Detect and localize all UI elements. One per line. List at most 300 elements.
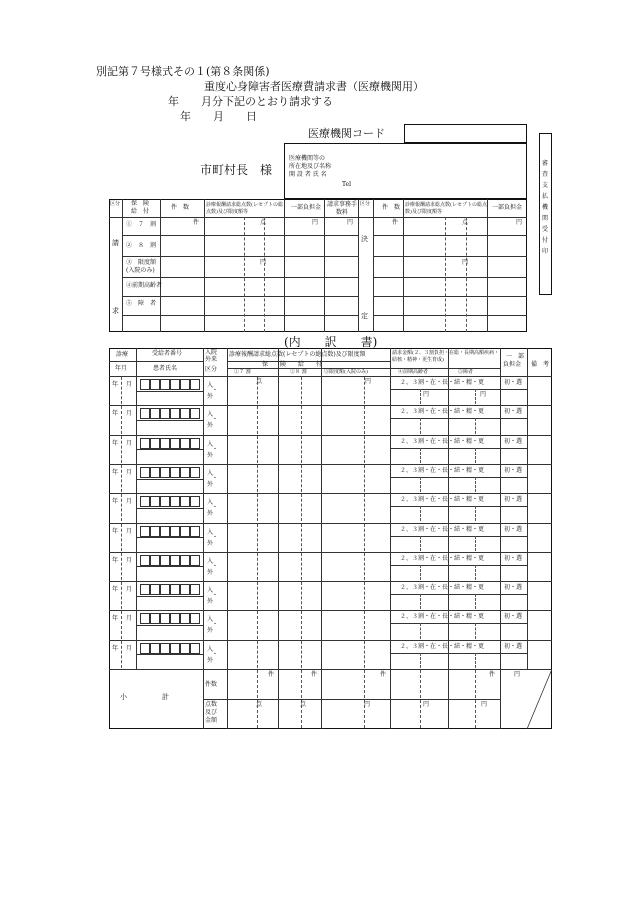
row-dot: ・ xyxy=(212,504,219,512)
row-kingaku-options: ２、３割・在・長・結・精・更 xyxy=(400,554,485,562)
dashed-divider xyxy=(420,389,421,404)
recipient-digit-box[interactable] xyxy=(140,526,150,537)
recipient-digit-box[interactable] xyxy=(160,379,170,390)
row-dot: ・ xyxy=(212,416,219,424)
row-shosen-line xyxy=(500,623,527,624)
claim-ichibu: 一部負担金 xyxy=(291,204,322,211)
breakdown-row-line xyxy=(109,581,552,582)
recipient-digit-box[interactable] xyxy=(150,555,160,566)
claim-unit-en: 円 xyxy=(312,219,319,226)
row-month: 月 xyxy=(126,527,133,535)
row-kingaku-line xyxy=(390,448,500,449)
row-half-line xyxy=(136,479,203,480)
claim-col-line xyxy=(284,199,285,332)
row-kingaku-line xyxy=(390,623,500,624)
recipient-digit-box[interactable] xyxy=(170,643,180,654)
dashed-divider xyxy=(301,436,302,463)
dashed-divider xyxy=(121,377,122,404)
row-dot: ・ xyxy=(212,474,219,482)
dashed-divider xyxy=(475,653,476,668)
breakdown-header-bottom xyxy=(109,376,552,377)
recipient-digit-box[interactable] xyxy=(180,555,190,566)
dashed-divider xyxy=(475,389,476,404)
recipient-digit-box[interactable] xyxy=(170,555,180,566)
subtotal-ten: 点 xyxy=(256,701,263,708)
claim-col-line xyxy=(160,199,161,332)
row-half-line xyxy=(136,449,203,450)
recipient-digit-box[interactable] xyxy=(150,438,160,449)
claim-row-line xyxy=(122,256,358,257)
row-shosen: 初・選 xyxy=(504,379,523,386)
row-gai: 外 xyxy=(207,539,214,547)
row-shosen-line xyxy=(500,448,527,449)
dashed-divider xyxy=(257,465,258,492)
dashed-divider xyxy=(420,670,421,728)
form-title: 重度心身障害者医療費請求書（医療機関用） xyxy=(204,80,424,93)
row-half-line xyxy=(136,420,203,421)
recipient-digit-box[interactable] xyxy=(180,584,190,595)
recipient-digit-box[interactable] xyxy=(170,526,180,537)
row-gai: 外 xyxy=(207,568,214,576)
recipient-digit-box[interactable] xyxy=(170,496,180,507)
claim-row-line xyxy=(122,315,358,316)
recipient-digit-box[interactable] xyxy=(190,496,200,507)
dashed-divider xyxy=(301,670,302,728)
subtotal-ten: 点 xyxy=(300,701,307,708)
row-half-line xyxy=(136,566,203,567)
dashed-divider xyxy=(475,670,476,728)
dashed-divider xyxy=(257,582,258,609)
inst-line-3: 開 設 者 氏 名 xyxy=(289,171,327,178)
row-dot: ・ xyxy=(212,621,219,629)
dashed-divider xyxy=(466,217,467,332)
breakdown-title: (内 訳 書) xyxy=(284,335,378,349)
row-nyu: 入 xyxy=(207,557,214,565)
breakdown-col-line xyxy=(500,348,501,669)
bh-kanja: 患者氏名 xyxy=(153,365,178,372)
claim-header-line xyxy=(109,217,527,218)
claim-kubun-right: 区分 xyxy=(360,201,371,207)
row-unit-en: 円 xyxy=(365,378,372,385)
claim-row-line xyxy=(122,277,358,278)
inst-line-1: 医療機関等の xyxy=(289,155,326,162)
dashed-divider xyxy=(364,582,365,609)
row-shosen-line xyxy=(500,477,527,478)
dashed-divider xyxy=(475,536,476,551)
bh-col-7: ①７ 割 xyxy=(234,369,251,375)
dashed-divider xyxy=(364,406,365,433)
bh-kingaku: 請求金額(２、３割負担・在総・長期高額疾病・結核・精神・更生育成) xyxy=(392,350,499,363)
recipient-digit-box[interactable] xyxy=(150,643,160,654)
row-year: 年 xyxy=(112,468,119,476)
claim-col-line xyxy=(204,199,205,332)
dashed-divider xyxy=(475,448,476,463)
row-month: 月 xyxy=(126,439,133,447)
row-month: 月 xyxy=(126,644,133,652)
claim-tensu-header-right: 診療報酬請求総点数(レセプトの総点数)及び限度額等 xyxy=(405,202,487,215)
claim-kubun: 区分 xyxy=(110,201,121,207)
recipient-digit-box[interactable] xyxy=(190,467,200,478)
dashed-divider xyxy=(301,553,302,580)
claim-row-shogai: ⑤ 障 者 xyxy=(126,300,157,307)
dashed-divider xyxy=(420,623,421,638)
claim-jimu: 請求事務手数料 xyxy=(326,201,357,216)
breakdown-col-line xyxy=(527,348,528,669)
recipient-digit-box[interactable] xyxy=(160,584,170,595)
breakdown-col-line xyxy=(448,348,449,669)
recipient-digit-box[interactable] xyxy=(150,379,160,390)
claim-row-line xyxy=(122,296,358,297)
recipient-digit-box[interactable] xyxy=(160,643,170,654)
claim-unit-ken: 件 xyxy=(392,219,399,226)
subtotal-en: 円 xyxy=(481,701,488,708)
breakdown-row-line xyxy=(109,610,552,611)
recipient-digit-box[interactable] xyxy=(190,613,200,624)
recipient-digit-box[interactable] xyxy=(140,613,150,624)
row-shosen-line xyxy=(500,389,527,390)
row-year: 年 xyxy=(112,644,119,652)
dashed-divider xyxy=(301,524,302,551)
row-kingaku-options: ２、３割・在・長・結・精・更 xyxy=(400,379,485,386)
recipient-digit-box[interactable] xyxy=(150,467,160,478)
dashed-divider xyxy=(364,524,365,551)
dashed-divider xyxy=(121,582,122,609)
bh-ichibu: 一 部 xyxy=(506,353,525,360)
row-year: 年 xyxy=(112,498,119,506)
row-kingaku-options: ２、３割・在・長・結・精・更 xyxy=(400,496,485,504)
recipient-digit-box[interactable] xyxy=(140,438,150,449)
subtotal-tensu-1: 点数 xyxy=(205,701,218,708)
recipient-digit-box[interactable] xyxy=(190,438,200,449)
dashed-divider xyxy=(420,477,421,492)
dashed-divider xyxy=(301,406,302,433)
claim-unit-en: 円 xyxy=(260,259,267,266)
inst-line-2: 所在地及び名称 xyxy=(289,163,332,170)
row-month: 月 xyxy=(126,410,133,418)
bh-zenki: ④前期高齢者 xyxy=(398,369,429,375)
bh-col-8: ②８ 割 xyxy=(290,369,307,375)
institution-code-field[interactable] xyxy=(404,124,527,143)
dashed-divider xyxy=(364,436,365,463)
recipient-digit-box[interactable] xyxy=(140,408,150,419)
row-shosen: 初・選 xyxy=(504,525,523,533)
dashed-divider xyxy=(257,436,258,463)
breakdown-row-line xyxy=(109,435,552,436)
row-shosen-line xyxy=(500,565,527,566)
claim-row-line xyxy=(373,235,527,236)
row-kingaku-options: ２、３割・在・長・結・精・更 xyxy=(400,525,485,533)
row-dot: ・ xyxy=(212,562,219,570)
dashed-divider xyxy=(475,565,476,580)
row-shosen: 初・選 xyxy=(504,554,523,562)
recipient-digit-box[interactable] xyxy=(170,379,180,390)
subtotal-ken: 件 xyxy=(489,671,496,678)
recipient-digit-box[interactable] xyxy=(190,555,200,566)
recipient-digit-box[interactable] xyxy=(140,496,150,507)
recipient-digit-box[interactable] xyxy=(180,408,190,419)
dashed-divider xyxy=(301,377,302,404)
row-month: 月 xyxy=(126,381,133,388)
dashed-divider xyxy=(121,494,122,521)
row-year: 年 xyxy=(112,381,119,388)
dashed-divider xyxy=(301,611,302,638)
claim-unit-en: 円 xyxy=(516,219,523,226)
recipient-digit-box[interactable] xyxy=(190,526,200,537)
row-shosen: 初・選 xyxy=(504,466,523,474)
row-nyu: 入 xyxy=(207,587,214,595)
row-kingaku-options: ２、３割・在・長・結・精・更 xyxy=(400,584,485,592)
subtotal-ken: 件 xyxy=(380,671,387,678)
recipient-digit-box[interactable] xyxy=(180,613,190,624)
claim-ichibu-right: 一部負担金 xyxy=(492,204,523,211)
diagonal-line xyxy=(527,669,552,729)
row-kingaku-line xyxy=(390,536,500,537)
row-half-line xyxy=(136,625,203,626)
row-year: 年 xyxy=(112,439,119,447)
row-dot: ・ xyxy=(212,445,219,453)
dashed-divider xyxy=(364,494,365,521)
dashed-divider xyxy=(121,436,122,463)
billing-period: 年 月分下記のとおり請求する xyxy=(168,95,333,108)
dashed-divider xyxy=(364,465,365,492)
row-nyu: 入 xyxy=(207,499,214,507)
claim-hoken: 保 険 xyxy=(131,200,150,207)
row-unit-ten: 点 xyxy=(256,378,263,385)
row-kingaku-options: ２、３割・在・長・結・精・更 xyxy=(400,437,485,445)
row-shosen-line xyxy=(500,594,527,595)
bh-tensu: 診療報酬請求総点数(レセプトの総点数)及び限度額 xyxy=(229,351,366,358)
recipient-digit-box[interactable] xyxy=(160,555,170,566)
claim-row-line xyxy=(122,235,358,236)
recipient-digit-box[interactable] xyxy=(160,526,170,537)
dashed-divider xyxy=(420,565,421,580)
claim-row-8wari: ② ８ 割 xyxy=(126,242,157,249)
recipient-digit-box[interactable] xyxy=(190,643,200,654)
recipient-digit-box[interactable] xyxy=(140,379,150,390)
breakdown-header-mid xyxy=(136,361,203,362)
row-kingaku-line xyxy=(390,389,500,390)
claim-unit-ken: 件 xyxy=(193,219,200,226)
subtotal-kensu: 件数 xyxy=(205,681,218,688)
claim-seikyu-2: 求 xyxy=(112,307,119,315)
claim-col-line xyxy=(358,199,359,332)
dashed-divider xyxy=(257,670,258,728)
recipient-digit-box[interactable] xyxy=(160,438,170,449)
dashed-divider xyxy=(301,582,302,609)
recipient-digit-box[interactable] xyxy=(170,613,180,624)
row-month: 月 xyxy=(126,556,133,564)
recipient-digit-box[interactable] xyxy=(190,408,200,419)
dashed-divider xyxy=(121,524,122,551)
claim-row-line xyxy=(373,296,527,297)
dashed-divider xyxy=(121,641,122,668)
row-gai: 外 xyxy=(207,422,214,430)
row-gai: 外 xyxy=(207,598,214,606)
row-half-line xyxy=(136,596,203,597)
row-nyu: 入 xyxy=(207,411,214,419)
recipient-digit-box[interactable] xyxy=(190,379,200,390)
row-half-line xyxy=(136,537,203,538)
subtotal-tensu-2: 及び xyxy=(205,709,218,716)
dashed-divider xyxy=(445,217,446,332)
recipient-digit-box[interactable] xyxy=(180,643,190,654)
breakdown-col-line xyxy=(203,348,204,669)
subtotal-en: 円 xyxy=(364,701,371,708)
dashed-divider xyxy=(121,406,122,433)
row-dot: ・ xyxy=(212,387,219,394)
dashed-divider xyxy=(364,611,365,638)
claim-kettei-2: 定 xyxy=(361,312,368,320)
row-month: 月 xyxy=(126,498,133,506)
bh-shogai: ⑤障者 xyxy=(458,369,474,375)
recipient-digit-box[interactable] xyxy=(150,408,160,419)
recipient-digit-box[interactable] xyxy=(180,467,190,478)
dashed-divider xyxy=(121,553,122,580)
row-shosen: 初・選 xyxy=(504,613,523,621)
row-month: 月 xyxy=(126,468,133,476)
dashed-divider xyxy=(420,448,421,463)
subtotal-en: 円 xyxy=(423,701,430,708)
dashed-divider xyxy=(257,641,258,668)
breakdown-row-line xyxy=(109,640,552,641)
recipient-digit-box[interactable] xyxy=(180,379,190,390)
row-shosen-line xyxy=(500,536,527,537)
subtotal-ken: 件 xyxy=(268,671,275,678)
row-year: 年 xyxy=(112,410,119,418)
bh-hoken: 保 険 給 付 xyxy=(262,361,323,368)
claim-unit-ten: 点 xyxy=(260,219,267,226)
dashed-divider xyxy=(475,506,476,521)
claim-kensu: 件 数 xyxy=(171,204,190,211)
row-kingaku-options: ２、３割・在・長・結・精・更 xyxy=(400,466,485,474)
recipient-digit-box[interactable] xyxy=(160,613,170,624)
subtotal-ken: 件 xyxy=(311,671,318,678)
dashed-divider xyxy=(301,641,302,668)
recipient-digit-box[interactable] xyxy=(170,467,180,478)
recipient-digit-box[interactable] xyxy=(150,526,160,537)
dashed-divider xyxy=(264,217,265,332)
row-nyu: 入 xyxy=(207,645,214,653)
bh-nyuin: 入院 xyxy=(205,349,218,356)
subtotal-diagonal xyxy=(527,669,552,729)
dashed-divider xyxy=(364,670,365,728)
dashed-divider xyxy=(420,653,421,668)
row-gai: 外 xyxy=(207,451,214,459)
subtotal-top-line xyxy=(109,669,552,670)
recipient-digit-box[interactable] xyxy=(160,467,170,478)
addressee: 市町村長 様 xyxy=(200,163,273,177)
institution-code-label: 医療機関コード xyxy=(308,127,385,140)
row-kingaku-line xyxy=(390,653,500,654)
row-kingaku-line xyxy=(390,506,500,507)
recipient-digit-box[interactable] xyxy=(150,613,160,624)
dashed-divider xyxy=(257,494,258,521)
row-month: 月 xyxy=(126,586,133,594)
row-year: 年 xyxy=(112,586,119,594)
dashed-divider xyxy=(475,594,476,609)
recipient-digit-box[interactable] xyxy=(180,496,190,507)
row-dot: ・ xyxy=(212,650,219,658)
recipient-digit-box[interactable] xyxy=(150,496,160,507)
bh-jukyu: 受給者番号 xyxy=(152,350,183,357)
row-month: 月 xyxy=(126,615,133,623)
claim-row-7wari: ① ７ 割 xyxy=(126,221,157,228)
claim-row-line xyxy=(373,256,527,257)
claim-row-line xyxy=(373,315,527,316)
dashed-divider xyxy=(301,465,302,492)
claim-row-nyuin: (入院のみ) xyxy=(126,267,155,274)
dashed-divider xyxy=(420,594,421,609)
row-gai: 外 xyxy=(207,627,214,635)
recipient-digit-box[interactable] xyxy=(150,584,160,595)
dashed-divider xyxy=(257,406,258,433)
row-gai: 外 xyxy=(207,480,214,488)
dashed-divider xyxy=(301,494,302,521)
row-shosen: 初・選 xyxy=(504,408,523,416)
billing-date: 年 月 日 xyxy=(180,110,257,123)
claim-col-line xyxy=(487,199,488,332)
reception-stamp-label: 審 査 支 払 機 関 受 付 印 xyxy=(541,160,548,255)
row-nyu: 入 xyxy=(207,469,214,477)
claim-seikyu-1: 請 xyxy=(112,239,119,247)
subtotal-en: 円 xyxy=(514,671,521,678)
recipient-digit-box[interactable] xyxy=(180,438,190,449)
recipient-digit-box[interactable] xyxy=(160,408,170,419)
row-shosen-line xyxy=(500,506,527,507)
row-nyu: 入 xyxy=(207,528,214,536)
claim-row-zenki: ④前期高齢者 xyxy=(126,282,163,289)
recipient-digit-box[interactable] xyxy=(170,438,180,449)
recipient-digit-box[interactable] xyxy=(140,643,150,654)
row-kingaku-line xyxy=(390,418,500,419)
breakdown-row-line xyxy=(109,464,552,465)
row-shosen: 初・選 xyxy=(504,642,523,650)
row-shosen: 初・選 xyxy=(504,437,523,445)
breakdown-col-line xyxy=(321,348,322,669)
row-shosen-line xyxy=(500,653,527,654)
row-nyu: 入 xyxy=(207,382,214,389)
dashed-divider xyxy=(475,418,476,433)
row-shosen-line xyxy=(500,418,527,419)
subtotal-tensu-3: 金額 xyxy=(205,717,218,724)
subtotal-col-line xyxy=(500,669,501,729)
claim-col-line xyxy=(122,199,123,332)
bh-col-gendo: ③限度額(入院のみ) xyxy=(324,369,368,375)
row-half-line xyxy=(136,654,203,655)
subtotal-mid-line xyxy=(203,699,500,700)
row-kingaku-options: ２、３割・在・長・結・精・更 xyxy=(400,408,485,416)
recipient-digit-box[interactable] xyxy=(140,584,150,595)
recipient-digit-box[interactable] xyxy=(170,408,180,419)
row-kingaku-options: ２、３割・在・長・結・精・更 xyxy=(400,613,485,621)
recipient-digit-box[interactable] xyxy=(160,496,170,507)
claim-kensu-right: 件 数 xyxy=(382,204,401,211)
recipient-digit-box[interactable] xyxy=(190,584,200,595)
recipient-digit-box[interactable] xyxy=(170,584,180,595)
subtotal-label: 小 計 xyxy=(120,693,169,701)
claim-col-line xyxy=(373,199,374,332)
row-kingaku-line xyxy=(390,565,500,566)
recipient-digit-box[interactable] xyxy=(180,526,190,537)
claim-unit-en: 円 xyxy=(462,259,469,266)
dashed-divider xyxy=(257,611,258,638)
row-unit-en: 円 xyxy=(423,391,430,398)
row-gai: 外 xyxy=(207,393,214,400)
recipient-digit-box[interactable] xyxy=(140,467,150,478)
recipient-digit-box[interactable] xyxy=(140,555,150,566)
claim-tensu-header: 診療報酬請求総点数(レセプトの総点数)及び限度額等 xyxy=(206,202,283,215)
claim-kettei-1: 決 xyxy=(361,235,368,243)
